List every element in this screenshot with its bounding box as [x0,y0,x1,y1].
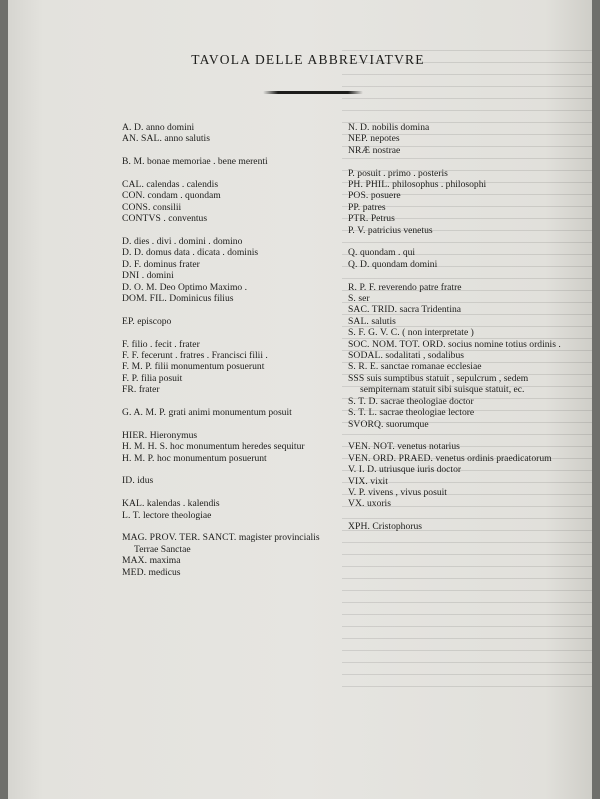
abbreviation-term: R. P. F. [348,281,377,293]
abbreviation-meaning: dominus frater [143,258,200,270]
abbreviation-term: AN. SAL. [122,133,162,145]
abbreviation-term: SOC. NOM. TOT. ORD. [348,338,446,350]
abbreviation-entry [122,259,337,270]
abbreviation-entry [348,133,570,144]
abbreviation-meaning: condam . quondam [147,190,221,202]
abbreviation-entry [122,202,337,213]
abbreviation-entry [122,498,337,509]
abbreviation-meaning: ( non interpretate ) [402,327,474,339]
book-page [8,0,592,799]
abbreviation-term: MAX. [122,555,148,567]
abbreviation-term: P. V. [348,224,366,236]
abbreviation-term: P. [348,167,355,179]
abbreviation-meaning: patres [362,201,386,213]
abbreviation-meaning: filio . fecit . frater [131,338,200,350]
abbreviation-meaning: maxima [149,555,181,567]
abbreviation-term: S. R. E. [348,361,379,373]
abbreviation-entry [348,122,570,133]
abbreviation-term: SODAL. [348,350,383,362]
abbreviation-term: D. O. M. [122,281,158,293]
abbreviation-term: D. D. [122,247,144,259]
abbreviation-term: VX. [348,498,365,510]
abbreviation-entry [348,476,570,487]
abbreviation-term: HIER. [122,429,148,441]
abbreviation-term: DOM. FIL. [122,293,167,305]
abbreviation-term: SVORQ. [348,418,384,430]
abbreviation-meaning: posuere [370,190,401,202]
abbreviation-entry [122,213,337,224]
abbreviation-meaning: hoc monumentum posuerunt [156,452,267,464]
abbreviation-term: FR. [122,384,137,396]
abbreviation-entry [348,304,570,315]
left-abbreviation-column [122,122,337,578]
abbreviation-term: SAL. [348,315,369,327]
abbreviation-term: ID. [122,475,135,487]
abbreviation-entry [348,396,570,407]
abbreviation-entry [122,384,337,395]
abbreviation-entry [122,316,337,327]
abbreviation-term: S. F. G. V. C. [348,327,400,339]
abbreviation-meaning: Cristophorus [372,521,422,533]
abbreviation-entry [348,168,570,179]
abbreviation-term: SSS [348,372,365,384]
abbreviation-entry [348,441,570,452]
abbreviation-term: D. F. [122,258,142,270]
abbreviation-meaning: vivens , vivus posuit [368,486,447,498]
abbreviation-entry [122,236,337,247]
abbreviation-meaning: socius nomine totius ordinis . [448,338,561,350]
abbreviation-meaning: sacra Tridentina [399,304,462,316]
abbreviation-meaning: medicus [148,566,181,578]
abbreviation-entry [348,293,570,304]
abbreviation-meaning: sodalitati , sodalibus [385,350,465,362]
abbreviation-meaning: magister provincialis Terrae Sanctae [134,532,320,555]
abbreviation-meaning: Hieronymus [149,429,198,441]
abbreviation-term: PP. [348,201,361,213]
abbreviation-meaning: bonae memoriae . bene merenti [147,156,268,168]
abbreviation-meaning: utriusque iuris doctor [379,464,462,476]
abbreviation-entry [122,567,337,578]
abbreviation-meaning: suis sumptibus statuit , sepulcrum , sedem sempiternam statuit sibi suisque statuit, ec. [360,372,529,396]
abbreviation-entry [348,259,570,270]
abbreviation-term: NRÆ [348,144,371,156]
abbreviation-meaning: uxoris [366,498,391,510]
right-abbreviation-column [348,122,570,533]
abbreviation-entry [348,213,570,224]
abbreviation-term: B. M. [122,156,145,168]
abbreviation-meaning: sacrae theologiae lectore [379,407,475,419]
abbreviation-term: SAC. TRID. [348,304,398,316]
abbreviation-entry [348,373,570,396]
abbreviation-meaning: fecerunt . fratres . Francisci filii . [141,350,268,362]
abbreviation-term: Q. [348,247,358,259]
abbreviation-term: PH. PHIL. [348,179,390,191]
abbreviation-meaning: Dominicus filius [169,293,234,305]
abbreviation-entry [348,361,570,372]
abbreviation-meaning: filii monumentum posuerunt [154,361,265,373]
abbreviation-term: N. D. [348,122,370,133]
abbreviation-meaning: sanctae romanae ecclesiae [380,361,482,373]
abbreviation-term: S. [348,293,356,305]
abbreviation-meaning: hoc monumentum heredes sequitur [170,441,305,453]
abbreviation-entry [348,202,570,213]
abbreviation-term: V. P. [348,486,366,498]
abbreviation-term: S. T. L. [348,407,377,419]
abbreviation-entry [122,361,337,372]
abbreviation-entry [122,190,337,201]
abbreviation-term: Q. D. [348,258,370,270]
abbreviation-entry [122,407,337,418]
abbreviation-meaning: filia posuit [140,372,183,384]
page-title: TAVOLA DELLE ABBREVIATVRE [191,52,425,67]
title-rule [263,91,363,94]
abbreviation-meaning: dies . divi . domini . domino [133,236,243,248]
abbreviation-meaning: ser [358,293,370,305]
abbreviation-meaning: anno domini [145,122,195,133]
abbreviation-entry [122,453,337,464]
abbreviation-entry [122,532,337,555]
abbreviation-entry [122,430,337,441]
abbreviation-meaning: sacrae theologiae doctor [380,395,474,407]
abbreviation-meaning: suorumque [385,418,429,430]
abbreviation-entry [348,327,570,338]
abbreviation-meaning: Deo Optimo Maximo . [159,281,247,293]
abbreviation-term: DNI [122,270,140,282]
abbreviation-term: V. I. D. [348,464,377,476]
abbreviation-term: H. M. P. [122,452,155,464]
abbreviation-entry [348,453,570,464]
abbreviation-term: VEN. ORD. PRAED. [348,452,434,464]
abbreviation-entry [348,350,570,361]
abbreviation-term: VIX. [348,475,368,487]
abbreviation-entry [348,419,570,430]
abbreviation-term: F. F. [122,350,139,362]
abbreviation-term: G. A. M. P. [122,407,167,419]
abbreviation-term: NEP. [348,133,368,145]
abbreviation-entry [348,179,570,190]
abbreviation-entry [348,339,570,350]
abbreviation-meaning: quondam . qui [359,247,416,259]
abbreviation-entry [348,487,570,498]
abbreviation-term: VEN. NOT. [348,441,395,453]
abbreviation-term: CAL. [122,179,144,190]
abbreviation-meaning: consilii [152,201,182,213]
abbreviation-meaning: philosophus . philosophi [392,179,487,191]
abbreviation-entry [348,464,570,475]
abbreviation-meaning: nostrae [372,144,401,156]
abbreviation-meaning: . conventus [163,213,208,225]
abbreviation-term: PTR. [348,213,369,225]
abbreviation-meaning: vixit [370,475,388,487]
abbreviation-entry [348,225,570,236]
abbreviation-meaning: salutis [371,315,396,327]
abbreviation-entry [122,133,337,144]
abbreviation-entry [122,475,337,486]
abbreviation-term: CONTVS [122,213,161,225]
abbreviation-meaning: nepotes [370,133,400,145]
abbreviation-meaning: grati animi monumentum posuit [168,407,292,419]
abbreviation-term: KAL. [122,498,145,510]
abbreviation-entry [122,122,337,133]
abbreviation-entry [122,510,337,521]
abbreviation-meaning: reverendo patre fratre [378,281,462,293]
abbreviation-term: CONS. [122,201,151,213]
abbreviation-term: F. M. P. [122,361,153,373]
abbreviation-term: A. D. [122,122,144,133]
abbreviation-meaning: nobilis domina [371,122,430,133]
abbreviation-entry [122,282,337,293]
abbreviation-entry [348,407,570,418]
abbreviation-term: L. T. [122,509,141,521]
abbreviation-meaning: venetus ordinis praedicatorum [435,452,552,464]
abbreviation-meaning: kalendas . kalendis [146,498,220,510]
abbreviation-meaning: quondam domini [371,258,438,270]
abbreviation-meaning: posuit . primo . posteris [357,167,448,179]
abbreviation-term: D. [122,236,132,248]
abbreviation-entry [348,521,570,532]
abbreviation-meaning: idus [137,475,154,487]
abbreviation-term: CON. [122,190,146,202]
abbreviation-meaning: venetus notarius [397,441,460,453]
abbreviation-entry [122,270,337,281]
abbreviation-meaning: lectore theologiae [142,509,212,521]
abbreviation-term: H. M. H. S. [122,441,168,453]
abbreviation-term: S. T. D. [348,395,379,407]
abbreviation-term: POS. [348,190,369,202]
abbreviation-entry [348,145,570,156]
abbreviation-meaning: domus data . dicata . dominis [145,247,259,259]
abbreviation-entry [122,156,337,167]
abbreviation-entry [122,350,337,361]
abbreviation-meaning: anno salutis [164,133,210,145]
abbreviation-entry [348,498,570,509]
abbreviation-entry [348,282,570,293]
abbreviation-term: EP. [122,315,135,327]
abbreviation-meaning: . domini [141,270,174,282]
abbreviation-term: MED. [122,566,147,578]
abbreviation-entry [122,441,337,452]
abbreviation-entry [122,555,337,566]
abbreviation-entry [348,316,570,327]
abbreviation-entry [348,247,570,258]
abbreviation-entry [122,247,337,258]
abbreviation-term: F. P. [122,372,139,384]
abbreviation-term: MAG. PROV. TER. SANCT. [122,532,237,544]
abbreviation-meaning: frater [138,384,160,396]
abbreviation-meaning: Petrus [370,213,395,225]
abbreviation-meaning: patricius venetus [367,224,433,236]
abbreviation-meaning: episcopo [137,315,172,327]
abbreviation-term: F. [122,338,130,350]
abbreviation-entry [122,293,337,304]
abbreviation-entry [122,373,337,384]
abbreviation-entry [348,190,570,201]
abbreviation-term: XPH. [348,521,370,533]
abbreviation-entry [122,339,337,350]
abbreviation-meaning: calendas . calendis [146,179,219,190]
abbreviation-entry [122,179,337,190]
